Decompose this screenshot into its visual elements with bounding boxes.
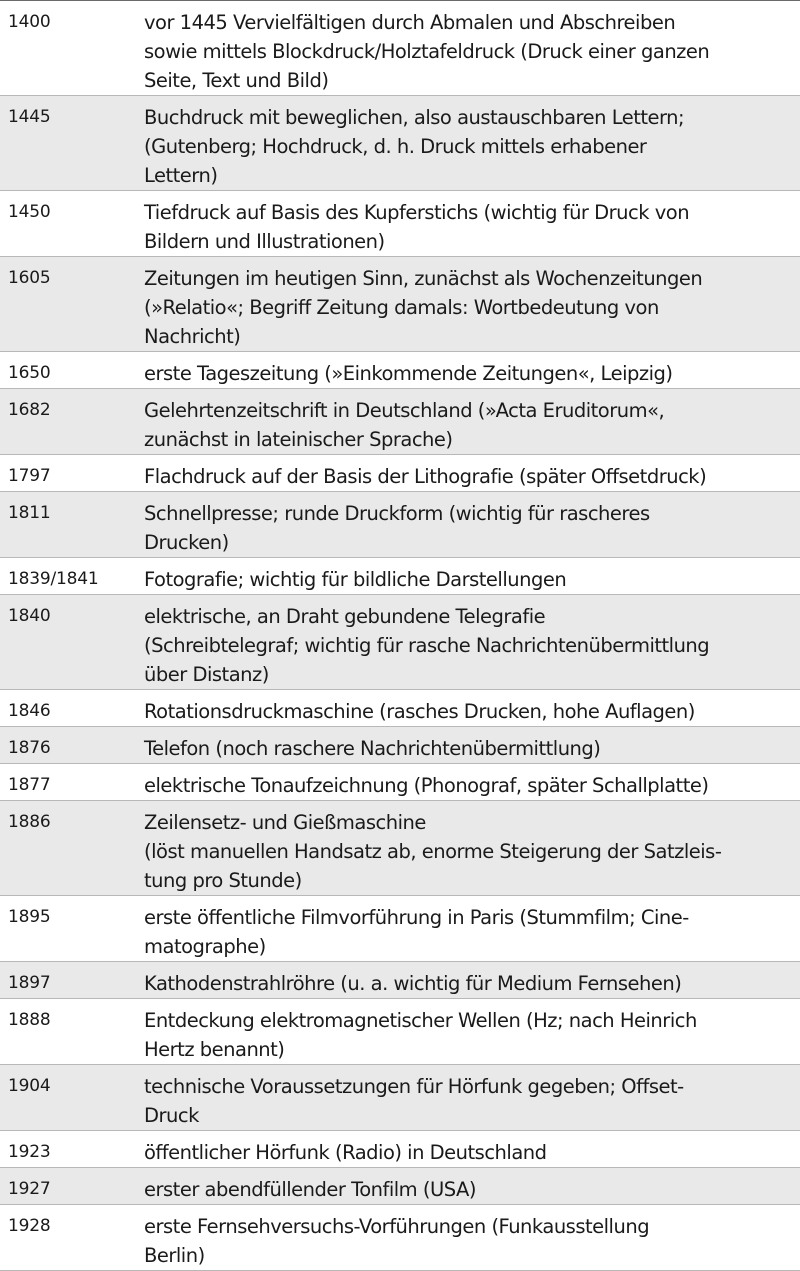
event-cell: Buchdruck mit beweglichen, also austauschbaren Lettern; (Gutenberg; Hochdruck, d. h. Druck mittels erhabener Lettern) xyxy=(144,106,685,187)
table-row xyxy=(0,1131,800,1168)
table-row xyxy=(0,595,800,690)
table-row xyxy=(0,1168,800,1205)
year-cell: 1928 xyxy=(8,1216,51,1236)
event-cell: Kathodenstrahlröhre (u. a. wichtig für Medium Fernsehen) xyxy=(144,972,682,995)
year-cell: 1895 xyxy=(8,907,51,927)
table-row xyxy=(0,1,800,96)
table-row xyxy=(0,455,800,492)
table-row xyxy=(0,999,800,1065)
event-cell: vor 1445 Vervielfältigen durch Abmalen und Abschreiben sowie mittels Blockdruck/Holztafeldruck (Druck einer ganzen Seite, Text und Bild) xyxy=(144,11,710,92)
event-cell: technische Voraussetzungen für Hörfunk gegeben; Offset- Druck xyxy=(144,1075,684,1127)
year-cell: 1840 xyxy=(8,606,51,626)
year-cell: 1400 xyxy=(8,12,51,32)
year-cell: 1877 xyxy=(8,775,51,795)
year-cell: 1839/1841 xyxy=(8,569,99,589)
event-cell: erste Fernsehversuchs-Vorführungen (Funkausstellung Berlin) xyxy=(144,1215,650,1267)
year-cell: 1605 xyxy=(8,268,51,288)
year-cell: 1650 xyxy=(8,363,51,383)
year-cell: 1450 xyxy=(8,202,51,222)
table-row xyxy=(0,257,800,352)
event-cell: Entdeckung elektromagnetischer Wellen (Hz; nach Heinrich Hertz benannt) xyxy=(144,1009,697,1061)
table-row xyxy=(0,191,800,257)
table-row xyxy=(0,764,800,801)
table-row xyxy=(0,558,800,595)
event-cell: erster abendfüllender Tonfilm (USA) xyxy=(144,1178,476,1201)
event-cell: Schnellpresse; runde Druckform (wichtig für rascheres Drucken) xyxy=(144,502,650,554)
event-cell: elektrische Tonaufzeichnung (Phonograf, später Schallplatte) xyxy=(144,774,709,797)
event-cell: Zeilensetz- und Gießmaschine (löst manuellen Handsatz ab, enorme Steigerung der Satzleis- tung pro Stunde) xyxy=(144,811,722,892)
table-row xyxy=(0,690,800,727)
year-cell: 1876 xyxy=(8,738,51,758)
event-cell: Fotografie; wichtig für bildliche Darstellungen xyxy=(144,568,567,591)
event-cell: erste öffentliche Filmvorführung in Paris (Stummfilm; Cine- matographe) xyxy=(144,906,689,958)
year-cell: 1846 xyxy=(8,701,51,721)
year-cell: 1927 xyxy=(8,1179,51,1199)
year-cell: 1682 xyxy=(8,400,51,420)
table-row xyxy=(0,1205,800,1271)
year-cell: 1797 xyxy=(8,466,51,486)
event-cell: Rotationsdruckmaschine (rasches Drucken, hohe Auflagen) xyxy=(144,700,695,723)
event-cell: Gelehrtenzeitschrift in Deutschland (»Acta Eruditorum«, zunächst in lateinischer Sprache) xyxy=(144,399,665,451)
event-cell: Tiefdruck auf Basis des Kupferstichs (wichtig für Druck von Bildern und Illustrationen) xyxy=(144,201,690,253)
year-cell: 1811 xyxy=(8,503,51,523)
table-row xyxy=(0,352,800,389)
table-row xyxy=(0,896,800,962)
event-cell: erste Tageszeitung (»Einkommende Zeitungen«, Leipzig) xyxy=(144,362,673,385)
table-row xyxy=(0,492,800,558)
year-cell: 1445 xyxy=(8,107,51,127)
year-cell: 1886 xyxy=(8,812,51,832)
table-row xyxy=(0,962,800,999)
event-cell: Zeitungen im heutigen Sinn, zunächst als Wochenzeitungen (»Relatio«; Begriff Zeitung damals: Wortbedeutung von Nachricht) xyxy=(144,267,703,348)
table-row xyxy=(0,801,800,896)
year-cell: 1904 xyxy=(8,1076,51,1096)
table-row xyxy=(0,727,800,764)
event-cell: elektrische, an Draht gebundene Telegrafie (Schreibtelegraf; wichtig für rasche Nachrichtenübermittlung über Distanz) xyxy=(144,605,710,686)
event-cell: Telefon (noch raschere Nachrichtenübermittlung) xyxy=(144,737,601,760)
table-row xyxy=(0,1065,800,1131)
year-cell: 1888 xyxy=(8,1010,51,1030)
year-cell: 1923 xyxy=(8,1142,51,1162)
event-cell: öffentlicher Hörfunk (Radio) in Deutschland xyxy=(144,1141,547,1164)
year-cell: 1897 xyxy=(8,973,51,993)
event-cell: Flachdruck auf der Basis der Lithografie (später Offsetdruck) xyxy=(144,465,707,488)
table-row xyxy=(0,389,800,455)
table-row xyxy=(0,96,800,191)
